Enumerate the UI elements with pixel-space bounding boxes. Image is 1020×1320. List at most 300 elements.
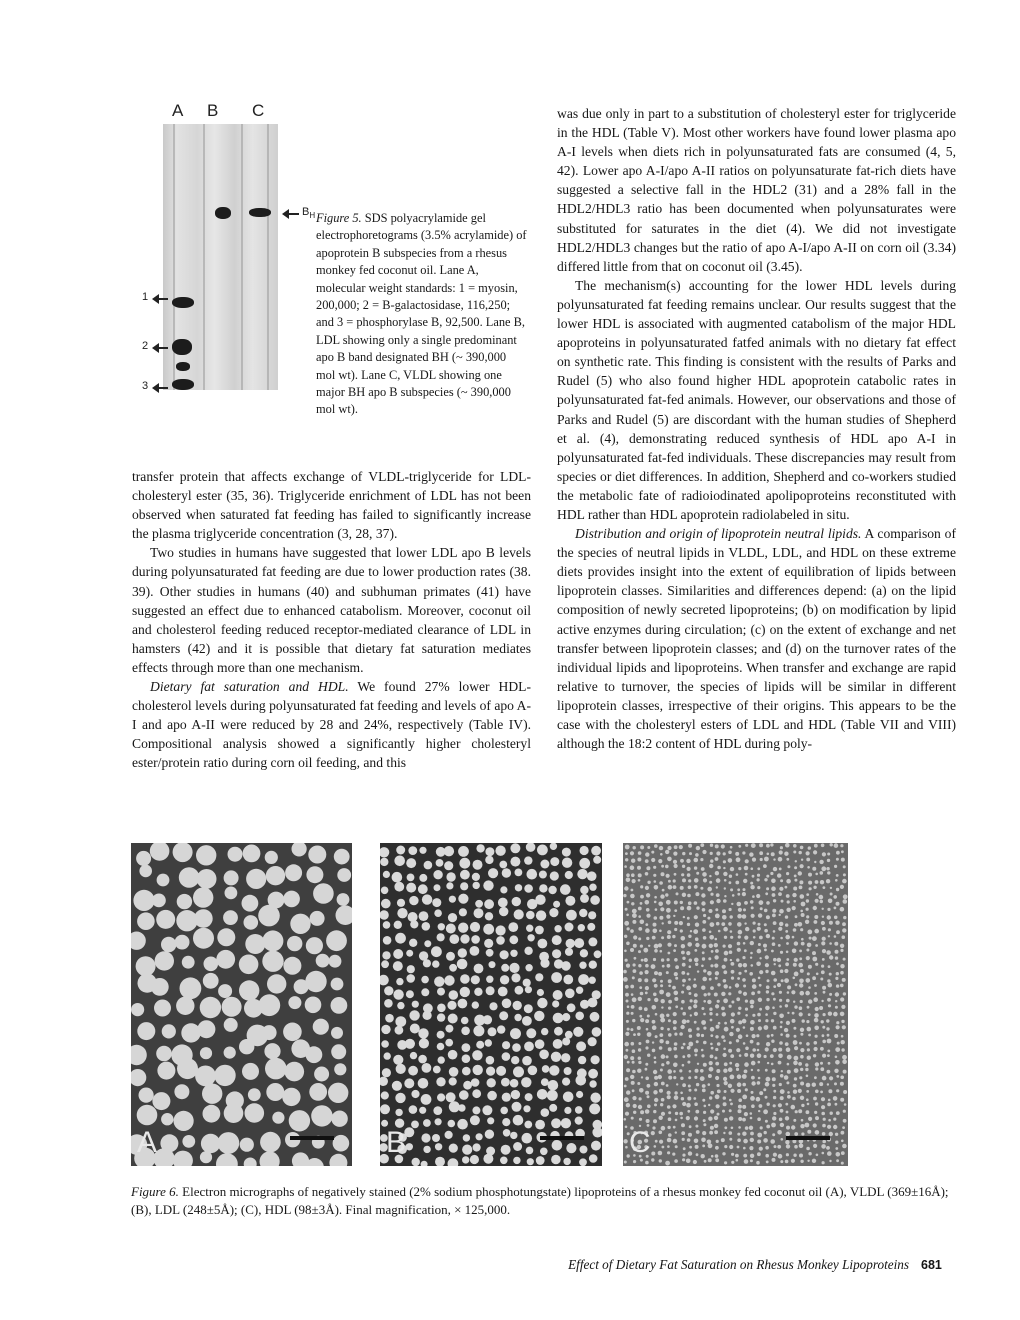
particle — [703, 1041, 707, 1045]
particle — [512, 897, 521, 906]
particle — [524, 884, 533, 893]
particle — [843, 992, 846, 995]
particle — [474, 988, 482, 996]
particle — [329, 1154, 347, 1166]
particle — [742, 1132, 746, 1136]
particle — [745, 873, 748, 876]
particle — [393, 961, 403, 971]
particle — [502, 1052, 511, 1061]
particle — [486, 949, 494, 957]
particle — [645, 1091, 649, 1095]
particle — [820, 978, 823, 981]
particle — [590, 1012, 600, 1022]
particle — [633, 963, 636, 966]
particle — [773, 1012, 776, 1015]
particle — [731, 962, 735, 966]
band-lane-a-2 — [172, 339, 192, 355]
particle — [565, 896, 575, 906]
particle — [690, 930, 692, 932]
particle — [834, 942, 838, 946]
particle — [710, 1109, 714, 1113]
particle — [771, 992, 774, 995]
particle — [396, 846, 405, 855]
particle — [565, 1031, 573, 1039]
particle — [742, 1074, 747, 1079]
particle — [137, 912, 155, 930]
particle — [777, 873, 781, 877]
particle — [630, 851, 634, 855]
particle — [830, 887, 832, 889]
particle — [795, 915, 798, 918]
particle — [242, 895, 259, 912]
particle — [182, 1135, 195, 1148]
particle — [807, 1048, 810, 1051]
particle — [738, 930, 743, 935]
particle — [653, 923, 657, 927]
particle — [793, 977, 796, 980]
particle — [410, 920, 418, 928]
particle — [821, 965, 824, 968]
particle — [406, 990, 414, 998]
particle — [827, 1083, 829, 1085]
particle — [653, 958, 656, 961]
particle — [409, 939, 417, 947]
particle — [766, 934, 770, 938]
particle — [306, 937, 323, 954]
particle — [716, 1084, 719, 1087]
particle — [668, 1076, 672, 1080]
particle — [828, 1119, 831, 1122]
particle — [723, 998, 728, 1003]
particle — [434, 909, 442, 917]
particle — [562, 858, 572, 868]
particle — [534, 1011, 544, 1021]
particle — [760, 858, 763, 861]
particle — [537, 1089, 548, 1100]
particle — [778, 927, 782, 931]
particle — [626, 1049, 629, 1052]
particle — [835, 1147, 838, 1150]
particle — [801, 938, 804, 941]
particle — [681, 1097, 684, 1100]
particle — [695, 1069, 699, 1073]
particle — [659, 1033, 663, 1037]
particle — [820, 900, 823, 903]
particle — [499, 907, 508, 916]
particle — [700, 1076, 705, 1081]
particle — [835, 1103, 838, 1106]
particle — [262, 930, 283, 951]
particle — [421, 1161, 428, 1166]
particle — [648, 945, 650, 947]
particle — [667, 1091, 671, 1095]
particle — [707, 1140, 712, 1145]
particle — [806, 1098, 809, 1101]
particle — [702, 920, 706, 924]
particle — [659, 1046, 663, 1050]
particle — [576, 1091, 583, 1098]
particle — [767, 1062, 769, 1064]
particle — [437, 988, 445, 996]
particle — [625, 993, 629, 997]
particle — [136, 956, 156, 976]
particle — [778, 964, 781, 967]
particle — [651, 858, 655, 862]
particle — [723, 1102, 727, 1106]
particle — [651, 964, 656, 969]
particle — [463, 1134, 470, 1141]
particle — [674, 944, 677, 947]
particle — [731, 1001, 734, 1004]
particle — [473, 882, 480, 889]
particle — [645, 852, 649, 856]
particle — [707, 887, 712, 892]
particle — [510, 1079, 519, 1088]
particle — [780, 1089, 785, 1094]
particle — [243, 845, 261, 863]
particle — [316, 954, 330, 968]
particle — [750, 1000, 755, 1005]
particle — [445, 1039, 453, 1047]
page-number: 681 — [921, 1258, 942, 1272]
particle — [765, 1047, 769, 1051]
particle — [688, 901, 692, 905]
particle — [258, 905, 280, 927]
particle — [137, 1105, 158, 1126]
particle — [653, 1090, 657, 1094]
particle — [667, 1069, 672, 1074]
particle — [395, 1109, 402, 1116]
particle — [524, 1004, 533, 1013]
particle — [821, 866, 826, 871]
particle — [457, 959, 468, 970]
particle — [827, 998, 831, 1002]
particle — [807, 930, 812, 935]
particle — [412, 1001, 419, 1008]
particle — [659, 881, 663, 885]
particle — [437, 1043, 445, 1051]
particle — [766, 915, 770, 919]
particle — [687, 973, 690, 976]
particle — [624, 1097, 629, 1102]
particle — [812, 951, 816, 955]
particle — [794, 1046, 798, 1050]
particle — [787, 1070, 791, 1074]
particle — [787, 865, 790, 868]
particle — [485, 912, 493, 920]
particle — [723, 1132, 725, 1134]
particle — [631, 1042, 635, 1046]
particle — [473, 1065, 483, 1075]
particle — [665, 850, 669, 854]
particle — [680, 1077, 683, 1080]
particle — [792, 906, 796, 910]
particle — [655, 908, 658, 911]
particle — [759, 970, 763, 974]
particle — [655, 1013, 658, 1016]
particle — [828, 983, 833, 988]
particle — [396, 978, 403, 985]
particle — [682, 1083, 686, 1087]
particle — [787, 1063, 790, 1066]
particle — [652, 1126, 655, 1129]
running-title: Effect of Dietary Fat Saturation on Rhesus Monkey Lipoproteins — [568, 1257, 909, 1272]
particle — [822, 1152, 825, 1155]
particle — [757, 1140, 761, 1144]
particle — [800, 1000, 803, 1003]
particle — [841, 1048, 844, 1051]
particle — [674, 921, 678, 925]
particle — [695, 943, 699, 947]
particle — [827, 1070, 831, 1074]
particle — [794, 972, 799, 977]
figure-5-caption — [316, 210, 528, 419]
particle — [579, 858, 590, 869]
particle — [742, 851, 745, 854]
particle — [459, 908, 467, 916]
particle — [729, 1062, 732, 1065]
particle — [781, 1070, 783, 1072]
particle — [786, 1047, 791, 1052]
particle — [784, 852, 788, 856]
particle — [822, 1026, 825, 1029]
particle — [654, 1082, 658, 1086]
particle — [680, 1025, 684, 1029]
particle — [814, 929, 819, 934]
particle — [793, 963, 797, 967]
particle — [633, 944, 637, 948]
particle — [843, 1090, 847, 1094]
particle — [751, 914, 755, 918]
particle — [260, 1151, 280, 1166]
particle — [503, 1129, 511, 1137]
particle — [626, 1090, 630, 1094]
particle — [785, 962, 789, 966]
particle — [701, 1007, 704, 1010]
particle — [658, 972, 662, 976]
particle — [736, 873, 739, 876]
particle — [580, 1146, 588, 1154]
particle — [702, 928, 706, 932]
particle — [541, 1078, 549, 1086]
particle — [786, 1021, 790, 1025]
particle — [437, 1031, 445, 1039]
particle — [749, 1146, 753, 1150]
particle — [537, 998, 547, 1008]
particle — [709, 978, 712, 981]
particle — [665, 893, 668, 896]
particle — [842, 1144, 847, 1149]
particle — [807, 1056, 811, 1060]
particle — [630, 929, 634, 933]
particle — [786, 951, 789, 954]
marker-1-arrow — [157, 298, 168, 300]
particle — [645, 900, 650, 905]
particle — [473, 860, 483, 870]
particle — [701, 1054, 704, 1057]
particle — [738, 845, 741, 848]
particle — [786, 1126, 790, 1130]
particle — [393, 949, 403, 959]
particle — [815, 1007, 819, 1011]
particle — [336, 905, 353, 925]
particle — [785, 923, 788, 926]
particle — [150, 843, 170, 861]
particle — [821, 1144, 826, 1149]
particle — [765, 1069, 768, 1072]
particle — [828, 928, 831, 931]
particle — [792, 1012, 795, 1015]
particle — [744, 949, 747, 952]
particle — [765, 963, 769, 967]
particle — [710, 1027, 715, 1032]
particle — [660, 1069, 663, 1072]
particle — [812, 1159, 816, 1163]
particle — [405, 1039, 415, 1049]
particle — [578, 924, 585, 931]
particle — [133, 890, 154, 911]
particle — [753, 929, 756, 932]
particle — [836, 1021, 839, 1024]
particle — [625, 1146, 628, 1149]
figure-6-caption-text: Electron micrographs of negatively stained (2% sodium phosphotungstate) lipoproteins of a rhesus monkey fed coconut oil (A), VLDL (369±16Å); (B), LDL (248±5Å); (C), HDL (98±3Å). Final magnification, × 125,000. — [131, 1184, 949, 1217]
particle — [176, 997, 194, 1015]
particle — [435, 1118, 442, 1125]
particle — [724, 895, 726, 897]
particle — [764, 1055, 767, 1058]
particle — [786, 872, 789, 875]
particle — [525, 1093, 533, 1101]
particle — [819, 860, 823, 864]
figure-5-caption-text: SDS polyacrylamide gel electrophoretograms (3.5% acrylamide) of apoprotein B subspecies from a rhesus monkey fed coconut oil. Lane A, molecular weight standards: 1 = myosin, 200,000; 2 = B-galactosidase, 116,250; and 3 = phosphorylase B, 92,500. Lane B, LDL showing only a single predominant apo B band designated BH (~ 390,000 mol wt). Lane C, VLDL showing one major BH apo B subspecies (~ 390,000 mol wt). — [316, 211, 527, 417]
particle — [779, 1014, 784, 1019]
particle — [715, 1004, 719, 1008]
particle — [812, 867, 816, 871]
particle — [787, 1095, 791, 1099]
particle — [707, 1000, 711, 1004]
particle — [681, 1007, 684, 1010]
particle — [843, 1110, 846, 1113]
particle — [764, 909, 768, 913]
particle — [786, 879, 791, 884]
particle — [524, 947, 532, 955]
particle — [397, 908, 407, 918]
particle — [773, 998, 776, 1001]
particle — [737, 1146, 740, 1149]
particle — [501, 1078, 510, 1087]
particle — [631, 1012, 634, 1015]
particle — [836, 1075, 839, 1078]
particle — [155, 951, 174, 970]
particle — [800, 969, 804, 973]
particle — [842, 1126, 845, 1129]
particle — [764, 923, 767, 926]
particle — [639, 1118, 642, 1121]
particle — [217, 928, 235, 946]
particle — [724, 958, 728, 962]
particle — [680, 859, 684, 863]
particle — [836, 1089, 839, 1092]
particle — [418, 1028, 428, 1038]
particle — [779, 1041, 783, 1045]
particle — [554, 1027, 563, 1036]
particle — [668, 1111, 671, 1114]
particle — [814, 844, 818, 848]
particle — [688, 1151, 692, 1155]
particle — [510, 857, 520, 867]
particle — [724, 1027, 729, 1032]
particle — [487, 1117, 494, 1124]
particle — [693, 1160, 697, 1164]
particle — [395, 1093, 405, 1103]
particle — [827, 1125, 831, 1129]
particle — [654, 885, 659, 890]
particle — [653, 1110, 656, 1113]
particle — [780, 1123, 784, 1127]
particle — [714, 964, 718, 968]
particle — [673, 1020, 677, 1024]
particle — [816, 893, 819, 896]
particle — [434, 976, 444, 986]
particle — [708, 1074, 712, 1078]
particle — [728, 922, 732, 926]
particle — [640, 945, 643, 948]
particle — [681, 951, 685, 955]
particle — [745, 1008, 748, 1011]
particle — [282, 1088, 300, 1106]
particle — [800, 846, 804, 850]
bh-label: $B_H$ — [302, 206, 316, 221]
particle — [680, 1117, 683, 1120]
particle — [435, 1157, 445, 1166]
particle — [833, 1125, 837, 1129]
particle — [743, 963, 747, 967]
particle — [836, 1159, 839, 1162]
particle — [694, 978, 696, 980]
particle — [843, 894, 848, 899]
particle — [799, 1012, 803, 1016]
particle — [778, 1061, 782, 1065]
particle — [680, 906, 684, 910]
particle — [745, 927, 749, 931]
particle — [703, 1063, 707, 1067]
particle — [406, 883, 416, 893]
particle — [695, 1110, 699, 1114]
particle — [830, 893, 833, 896]
band-lane-a-3 — [172, 379, 194, 390]
particle — [806, 893, 809, 896]
particle — [841, 1035, 844, 1038]
particle — [510, 1028, 521, 1039]
particle — [745, 1126, 749, 1130]
particle — [660, 1018, 665, 1023]
particle — [659, 930, 662, 933]
particle — [787, 985, 791, 989]
particle — [512, 1043, 521, 1052]
particle — [814, 1111, 817, 1114]
particle — [667, 964, 671, 968]
particle — [551, 1052, 561, 1062]
particle — [750, 1117, 753, 1120]
particle — [742, 1019, 747, 1024]
particle — [752, 858, 756, 862]
particle — [681, 873, 684, 876]
particle — [710, 893, 713, 896]
particle — [690, 999, 693, 1002]
particle — [822, 1034, 825, 1037]
particle — [331, 1111, 347, 1127]
gel-image — [163, 124, 278, 390]
